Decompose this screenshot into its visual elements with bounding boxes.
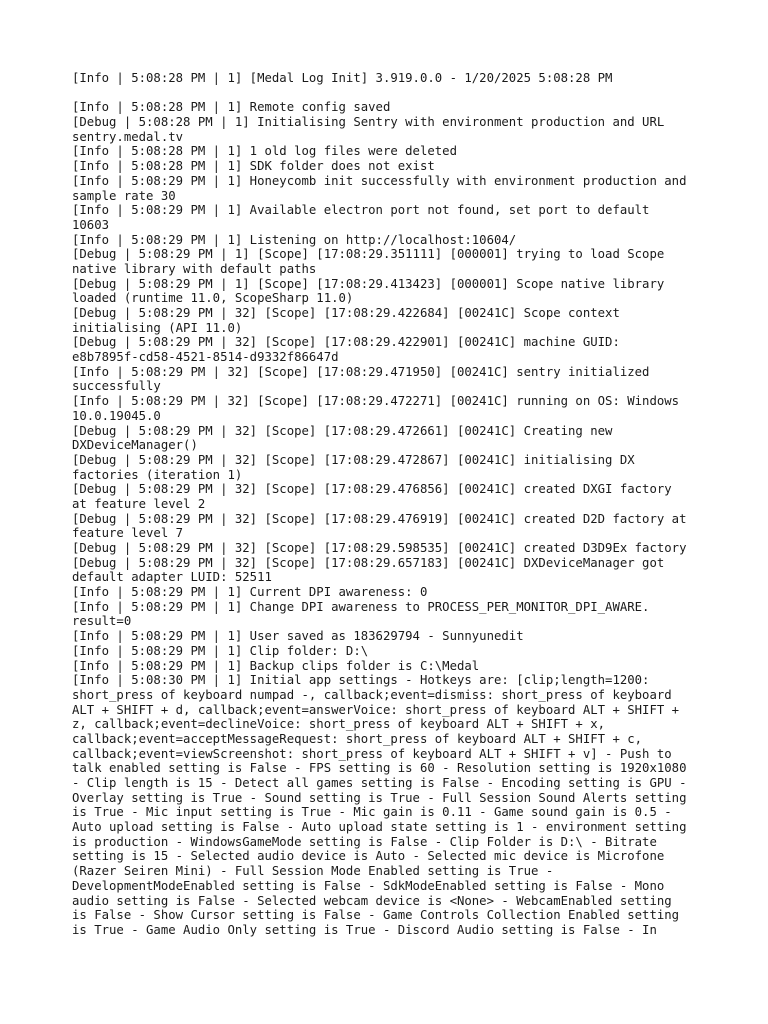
log-line: short_press of keyboard numpad -, callback;event=dismiss: short_press of keyboard (72, 687, 672, 702)
log-line: (Razer Seiren Mini) - Full Session Mode Enabled setting is True - (72, 864, 554, 879)
log-line: - Clip length is 15 - Detect all games setting is False - Encoding setting is GPU - (72, 776, 687, 790)
log-line: talk enabled setting is False - FPS setting is 60 - Resolution setting is 1920x1080 (72, 761, 687, 776)
log-line: [Debug | 5:08:29 PM | 32] [Scope] [17:08:29.472661] [00241C] Creating new (72, 423, 613, 438)
log-line: [Debug | 5:08:29 PM | 32] [Scope] [17:08:29.598535] [00241C] created D3D9Ex factory (72, 541, 687, 555)
log-line: [Info | 5:08:29 PM | 1] User saved as 183629794 - Sunnyunedit (72, 629, 524, 644)
log-line: factories (iteration 1) (72, 467, 243, 482)
log-line: feature level 7 (72, 526, 184, 541)
log-line: [Debug | 5:08:28 PM | 1] Initialising Sentry with environment production and URL (72, 115, 665, 130)
log-line: [Info | 5:08:28 PM | 1] Remote config saved (72, 100, 391, 115)
log-line: [Debug | 5:08:29 PM | 1] [Scope] [17:08:29.413423] [000001] Scope native library (72, 276, 665, 291)
log-line: e8b7895f-cd58-4521-8514-d9332f86647d (72, 350, 339, 365)
log-line: [Info | 5:08:29 PM | 32] [Scope] [17:08:29.472271] [00241C] running on OS: Windows (72, 394, 680, 409)
log-line: [Debug | 5:08:29 PM | 32] [Scope] [17:08:29.476856] [00241C] created DXGI factory (72, 482, 672, 497)
log-line: [Info | 5:08:29 PM | 1] Backup clips folder is C:\Medal (72, 658, 480, 673)
log-line: [Info | 5:08:29 PM | 1] Honeycomb init successfully with environment production and (72, 173, 687, 188)
log-line: [Info | 5:08:28 PM | 1] 1 old log files were deleted (72, 144, 457, 159)
log-line: 10603 (72, 217, 110, 232)
log-line: at feature level 2 (72, 496, 206, 511)
log-body (72, 100, 712, 937)
log-line: [Info | 5:08:29 PM | 1] Change DPI awareness to PROCESS_PER_MONITOR_DPI_AWARE. (72, 599, 650, 614)
log-line: [Debug | 5:08:29 PM | 32] [Scope] [17:08:29.476919] [00241C] created D2D factory at (72, 511, 687, 526)
log-line: is True - Mic input setting is True - Mic gain is 0.11 - Game sound gain is 0.5 - (72, 805, 672, 820)
log-line: [Info | 5:08:29 PM | 1] Available electron port not found, set port to default (72, 203, 650, 218)
log-line: [Info | 5:08:30 PM | 1] Initial app settings - Hotkeys are: [clip;length=1200: (72, 673, 650, 688)
log-line: DXDeviceManager() (72, 438, 198, 453)
log-line: sample rate 30 (72, 188, 176, 203)
log-line: sentry.medal.tv (72, 129, 184, 144)
log-line: is True - Game Audio Only setting is True - Discord Audio setting is False - In (72, 922, 657, 937)
log-line: z, callback;event=declineVoice: short_press of keyboard ALT + SHIFT + x, (72, 717, 606, 732)
log-line: [Info | 5:08:29 PM | 32] [Scope] [17:08:29.471950] [00241C] sentry initialized (72, 364, 650, 379)
log-line: successfully (72, 379, 161, 394)
log-line: [Info | 5:08:29 PM | 1] Clip folder: D:\ (72, 643, 369, 658)
log-line: native library with default paths (72, 261, 317, 276)
log-line: audio setting is False - Selected webcam device is <None> - WebcamEnabled setting (72, 893, 672, 908)
log-line: is production - WindowsGameMode setting is False - Clip Folder is D:\ - Bitrate (72, 834, 657, 849)
log-line: ALT + SHIFT + d, callback;event=answerVoice: short_press of keyboard ALT + SHIFT + (72, 702, 680, 717)
log-line: 10.0.19045.0 (72, 408, 161, 423)
log-line: loaded (runtime 11.0, ScopeSharp 11.0) (72, 291, 354, 306)
log-line: callback;event=acceptMessageRequest: short_press of keyboard ALT + SHIFT + c, (72, 731, 643, 746)
log-line: callback;event=viewScreenshot: short_press of keyboard ALT + SHIFT + v] - Push to (72, 746, 672, 761)
log-line: initialising (API 11.0) (72, 320, 243, 335)
log-line: [Info | 5:08:28 PM | 1] SDK folder does not exist (72, 159, 435, 174)
log-line: [Debug | 5:08:29 PM | 32] [Scope] [17:08:29.472867] [00241C] initialising DX (72, 452, 635, 467)
log-line: result=0 (72, 614, 132, 629)
blank-line (72, 86, 712, 101)
log-line: [Debug | 5:08:29 PM | 32] [Scope] [17:08:29.422901] [00241C] machine GUID: (72, 335, 620, 350)
log-line: [Debug | 5:08:29 PM | 32] [Scope] [17:08:29.657183] [00241C] DXDeviceManager got (72, 555, 665, 570)
log-line: Auto upload setting is False - Auto upload state setting is 1 - environment setting (72, 820, 687, 835)
log-line: default adapter LUID: 52511 (72, 570, 272, 585)
log-line: Overlay setting is True - Sound setting is True - Full Session Sound Alerts setting (72, 790, 687, 805)
log-document (72, 71, 712, 938)
log-line: [Info | 5:08:29 PM | 1] Current DPI awareness: 0 (72, 585, 428, 600)
log-line: DevelopmentModeEnabled setting is False - SdkModeEnabled setting is False - Mono (72, 878, 665, 893)
log-line: [Debug | 5:08:29 PM | 1] [Scope] [17:08:29.351111] [000001] trying to load Scope (72, 247, 665, 262)
log-line: [Info | 5:08:29 PM | 1] Listening on http://localhost:10604/ (72, 232, 517, 247)
log-line: [Debug | 5:08:29 PM | 32] [Scope] [17:08:29.422684] [00241C] Scope context (72, 306, 620, 320)
log-header-line: [Info | 5:08:28 PM | 1] [Medal Log Init] 3.919.0.0 - 1/20/2025 5:08:28 PM (72, 71, 613, 85)
log-line: is False - Show Cursor setting is False - Game Controls Collection Enabled setting (72, 908, 680, 923)
log-line: setting is 15 - Selected audio device is Auto - Selected mic device is Microfone (72, 849, 665, 864)
